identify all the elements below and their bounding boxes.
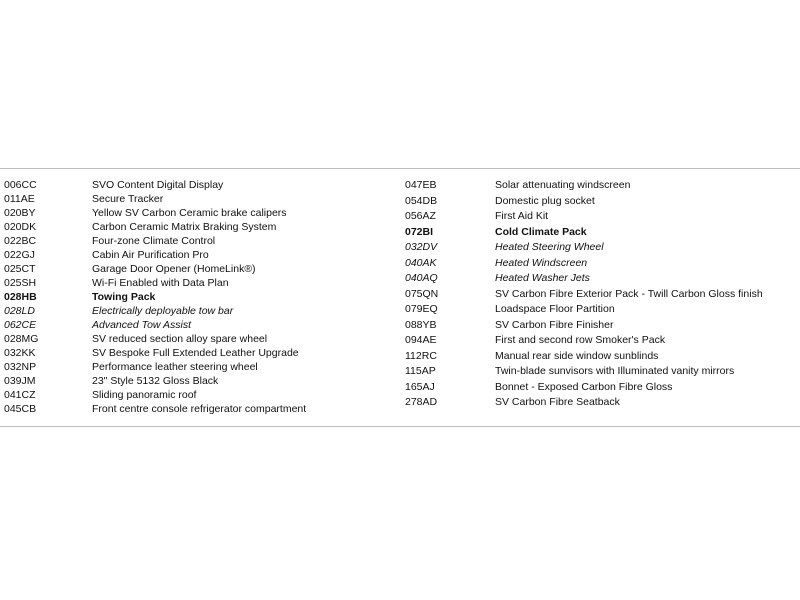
option-description: Manual rear side window sunblinds xyxy=(495,349,659,362)
option-row xyxy=(405,271,797,287)
option-description: First Aid Kit xyxy=(495,210,549,222)
option-code: 028MG xyxy=(4,333,39,345)
option-description: Four-zone Climate Control xyxy=(92,235,216,247)
option-description: Heated Steering Wheel xyxy=(495,241,604,253)
option-code: 022BC xyxy=(4,235,37,247)
option-code: 022GJ xyxy=(4,249,35,261)
option-description: Cold Climate Pack xyxy=(495,225,587,238)
option-code: 088YB xyxy=(405,318,437,331)
option-row xyxy=(405,256,797,272)
option-code: 020DK xyxy=(4,221,37,233)
option-row xyxy=(4,346,400,360)
option-description: Towing Pack xyxy=(92,291,156,303)
option-code: 006CC xyxy=(4,179,37,191)
option-row xyxy=(4,304,400,318)
option-row xyxy=(405,287,797,303)
option-code: 094AE xyxy=(405,334,437,346)
option-code: 032KK xyxy=(4,347,36,359)
option-row xyxy=(405,209,797,225)
option-code: 011AE xyxy=(4,193,35,205)
option-code: 045CB xyxy=(4,403,37,415)
option-row xyxy=(405,178,797,194)
option-description: Loadspace Floor Partition xyxy=(495,303,615,315)
option-row xyxy=(4,206,400,220)
option-row xyxy=(405,349,797,365)
option-description: Sliding panoramic roof xyxy=(92,389,197,401)
option-row xyxy=(405,364,797,380)
option-description: Front centre console refrigerator compartment xyxy=(92,403,307,415)
option-description: Secure Tracker xyxy=(92,193,164,205)
option-code: 025SH xyxy=(4,277,37,289)
option-description: Twin-blade sunvisors with Illuminated vanity mirrors xyxy=(495,365,735,377)
option-row xyxy=(4,318,400,332)
option-code: 112RC xyxy=(405,349,437,362)
option-row xyxy=(405,225,797,241)
option-description: SV Bespoke Full Extended Leather Upgrade xyxy=(92,347,299,359)
option-row xyxy=(405,333,797,349)
option-code: 020BY xyxy=(4,207,36,219)
option-code: 079EQ xyxy=(405,303,438,315)
option-row xyxy=(405,318,797,334)
option-row xyxy=(405,395,797,411)
option-row xyxy=(4,220,400,234)
option-code: 039JM xyxy=(4,375,36,387)
option-row xyxy=(4,374,400,388)
option-description: Heated Washer Jets xyxy=(495,272,590,284)
options-list-panel xyxy=(0,168,800,427)
option-code: 032DV xyxy=(405,241,438,253)
option-row xyxy=(4,388,400,402)
option-code: 028HB xyxy=(4,291,37,303)
option-row xyxy=(405,380,797,396)
option-row xyxy=(4,290,400,304)
option-description: Domestic plug socket xyxy=(495,194,595,207)
option-row xyxy=(405,194,797,210)
option-code: 054DB xyxy=(405,194,438,207)
option-description: SVO Content Digital Display xyxy=(92,179,224,191)
option-description: Wi-Fi Enabled with Data Plan xyxy=(92,277,229,289)
option-code: 047EB xyxy=(405,179,437,191)
option-row xyxy=(4,402,400,416)
option-description: Electrically deployable tow bar xyxy=(92,305,234,317)
option-description: Solar attenuating windscreen xyxy=(495,179,631,191)
option-code: 165AJ xyxy=(405,380,435,393)
option-description: Performance leather steering wheel xyxy=(92,361,258,373)
option-code: 075QN xyxy=(405,287,439,300)
right-options-column xyxy=(405,178,797,411)
option-code: 025CT xyxy=(4,263,36,275)
option-row xyxy=(4,178,400,192)
option-code: 278AD xyxy=(405,396,438,408)
option-row xyxy=(4,332,400,346)
option-description: SV Carbon Fibre Exterior Pack - Twill Carbon Gloss finish xyxy=(495,287,763,300)
option-row xyxy=(4,276,400,290)
option-description: Carbon Ceramic Matrix Braking System xyxy=(92,221,277,233)
option-description: First and second row Smoker's Pack xyxy=(495,334,666,346)
option-description: Heated Windscreen xyxy=(495,256,588,269)
option-code: 041CZ xyxy=(4,389,36,401)
option-code: 072BI xyxy=(405,225,434,238)
option-description: Bonnet - Exposed Carbon Fibre Gloss xyxy=(495,380,673,393)
option-row xyxy=(4,234,400,248)
option-code: 028LD xyxy=(4,305,35,317)
option-row xyxy=(405,240,797,256)
option-code: 040AK xyxy=(405,256,437,269)
option-row xyxy=(4,192,400,206)
option-description: Advanced Tow Assist xyxy=(92,319,192,331)
option-description: SV Carbon Fibre Seatback xyxy=(495,396,620,408)
option-code: 032NP xyxy=(4,361,37,373)
option-code: 115AP xyxy=(405,365,436,377)
option-row xyxy=(4,360,400,374)
option-row xyxy=(405,302,797,318)
option-description: SV reduced section alloy spare wheel xyxy=(92,333,268,345)
option-row xyxy=(4,262,400,276)
option-description: 23" Style 5132 Gloss Black xyxy=(92,375,219,387)
option-code: 056AZ xyxy=(405,210,436,222)
option-description: SV Carbon Fibre Finisher xyxy=(495,318,614,331)
option-code: 040AQ xyxy=(405,272,438,284)
left-options-column xyxy=(4,178,400,416)
option-row xyxy=(4,248,400,262)
option-description: Yellow SV Carbon Ceramic brake calipers xyxy=(92,207,287,219)
option-code: 062CE xyxy=(4,319,37,331)
option-description: Cabin Air Purification Pro xyxy=(92,249,209,261)
option-description: Garage Door Opener (HomeLink®) xyxy=(92,263,256,275)
